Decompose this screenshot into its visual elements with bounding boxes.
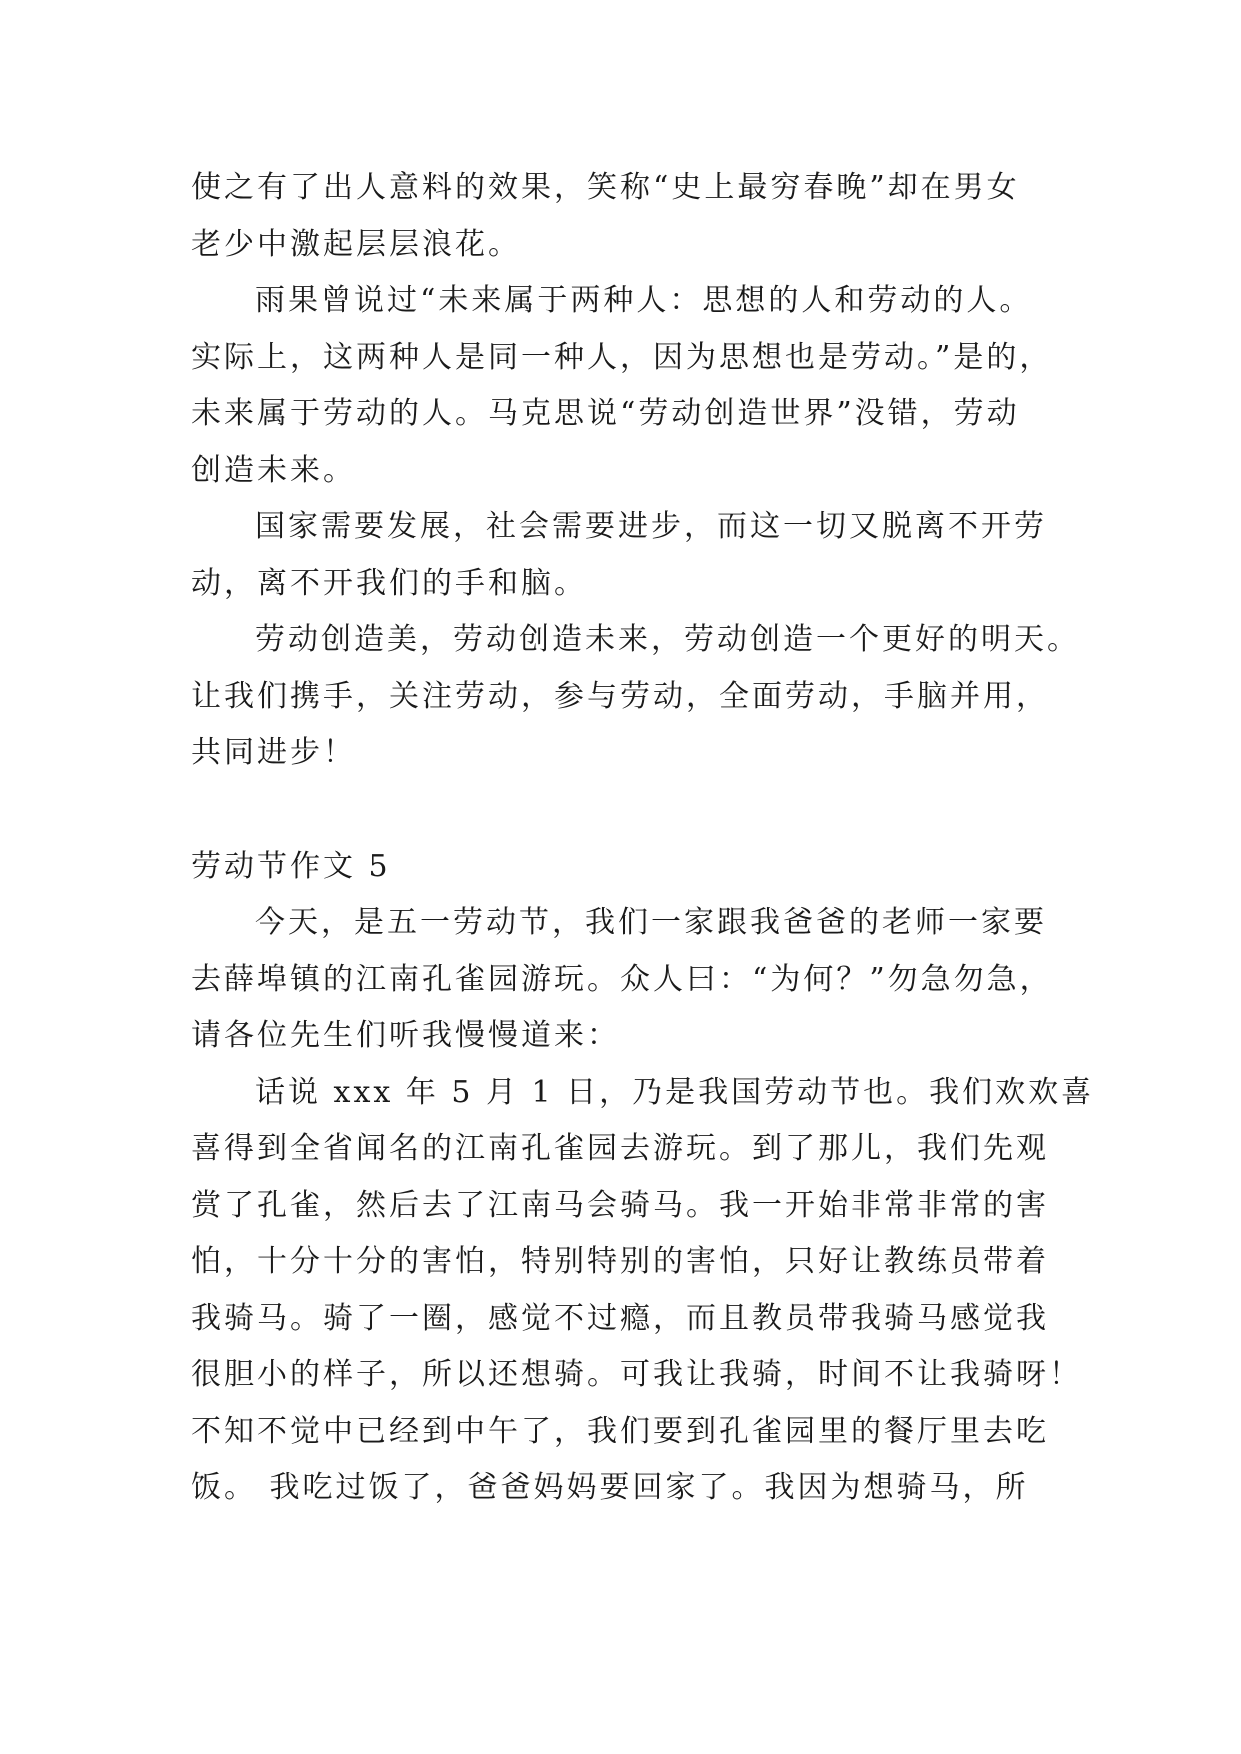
paragraph-story-line: 我骑马。骑了一圈，感觉不过瘾，而且教员带我骑马感觉我 <box>191 1300 1049 1336</box>
document-body <box>191 160 1095 1517</box>
paragraph-create-line: 劳动创造美，劳动创造未来，劳动创造一个更好的明天。 <box>255 622 1080 657</box>
paragraph-hugo-line: 雨果曾说过“未来属于两种人：思想的人和劳动的人。 <box>255 283 1033 318</box>
text-line: 使之有了出人意料的效果，笑称“史上最穷春晚”却在男女 <box>191 170 1020 205</box>
paragraph-country-line: 国家需要发展，社会需要进步，而这一切又脱离不开劳 <box>255 509 1047 544</box>
paragraph-create-line: 共同进步！ <box>191 735 356 770</box>
paragraph-hugo-line: 创造未来。 <box>191 452 356 488</box>
essay-title: 劳动节作文 5 <box>191 848 391 884</box>
paragraph-story-line: 话说 xxx 年 5 月 1 日，乃是我国劳动节也。我们欢欢喜 <box>255 1074 1095 1110</box>
paragraph-today-line: 去薛埠镇的江南孔雀园游玩。众人曰：“为何？”勿急勿急， <box>191 961 1053 997</box>
paragraph-country-line: 动，离不开我们的手和脑。 <box>191 565 587 601</box>
paragraph-hugo-line: 实际上，这两种人是同一种人，因为思想也是劳动。”是的， <box>191 339 1053 375</box>
paragraph-story-line: 很胆小的样子，所以还想骑。可我让我骑，时间不让我骑呀！ <box>191 1357 1082 1392</box>
section-gap <box>191 782 1071 839</box>
paragraph-today-line: 今天，是五一劳动节，我们一家跟我爸爸的老师一家要 <box>255 905 1047 940</box>
paragraph-story-line: 不知不觉中已经到中午了，我们要到孔雀园里的餐厅里去吃 <box>191 1413 1049 1449</box>
paragraph-story-line: 怕，十分十分的害怕，特别特别的害怕，只好让教练员带着 <box>191 1244 1049 1279</box>
paragraph-story-line: 饭。 我吃过饭了，爸爸妈妈要回家了。我因为想骑马，所 <box>191 1470 1029 1505</box>
paragraph-create-line: 让我们携手，关注劳动，参与劳动，全面劳动，手脑并用， <box>191 678 1049 714</box>
paragraph-today-line: 请各位先生们听我慢慢道来： <box>191 1018 620 1053</box>
text-line: 老少中激起层层浪花。 <box>191 226 521 262</box>
paragraph-hugo-line: 未来属于劳动的人。马克思说“劳动创造世界”没错，劳动 <box>191 396 1020 431</box>
paragraph-story-line: 赏了孔雀，然后去了江南马会骑马。我一开始非常非常的害 <box>191 1187 1049 1223</box>
paragraph-story-line: 喜得到全省闻名的江南孔雀园去游玩。到了那儿，我们先观 <box>191 1131 1049 1166</box>
